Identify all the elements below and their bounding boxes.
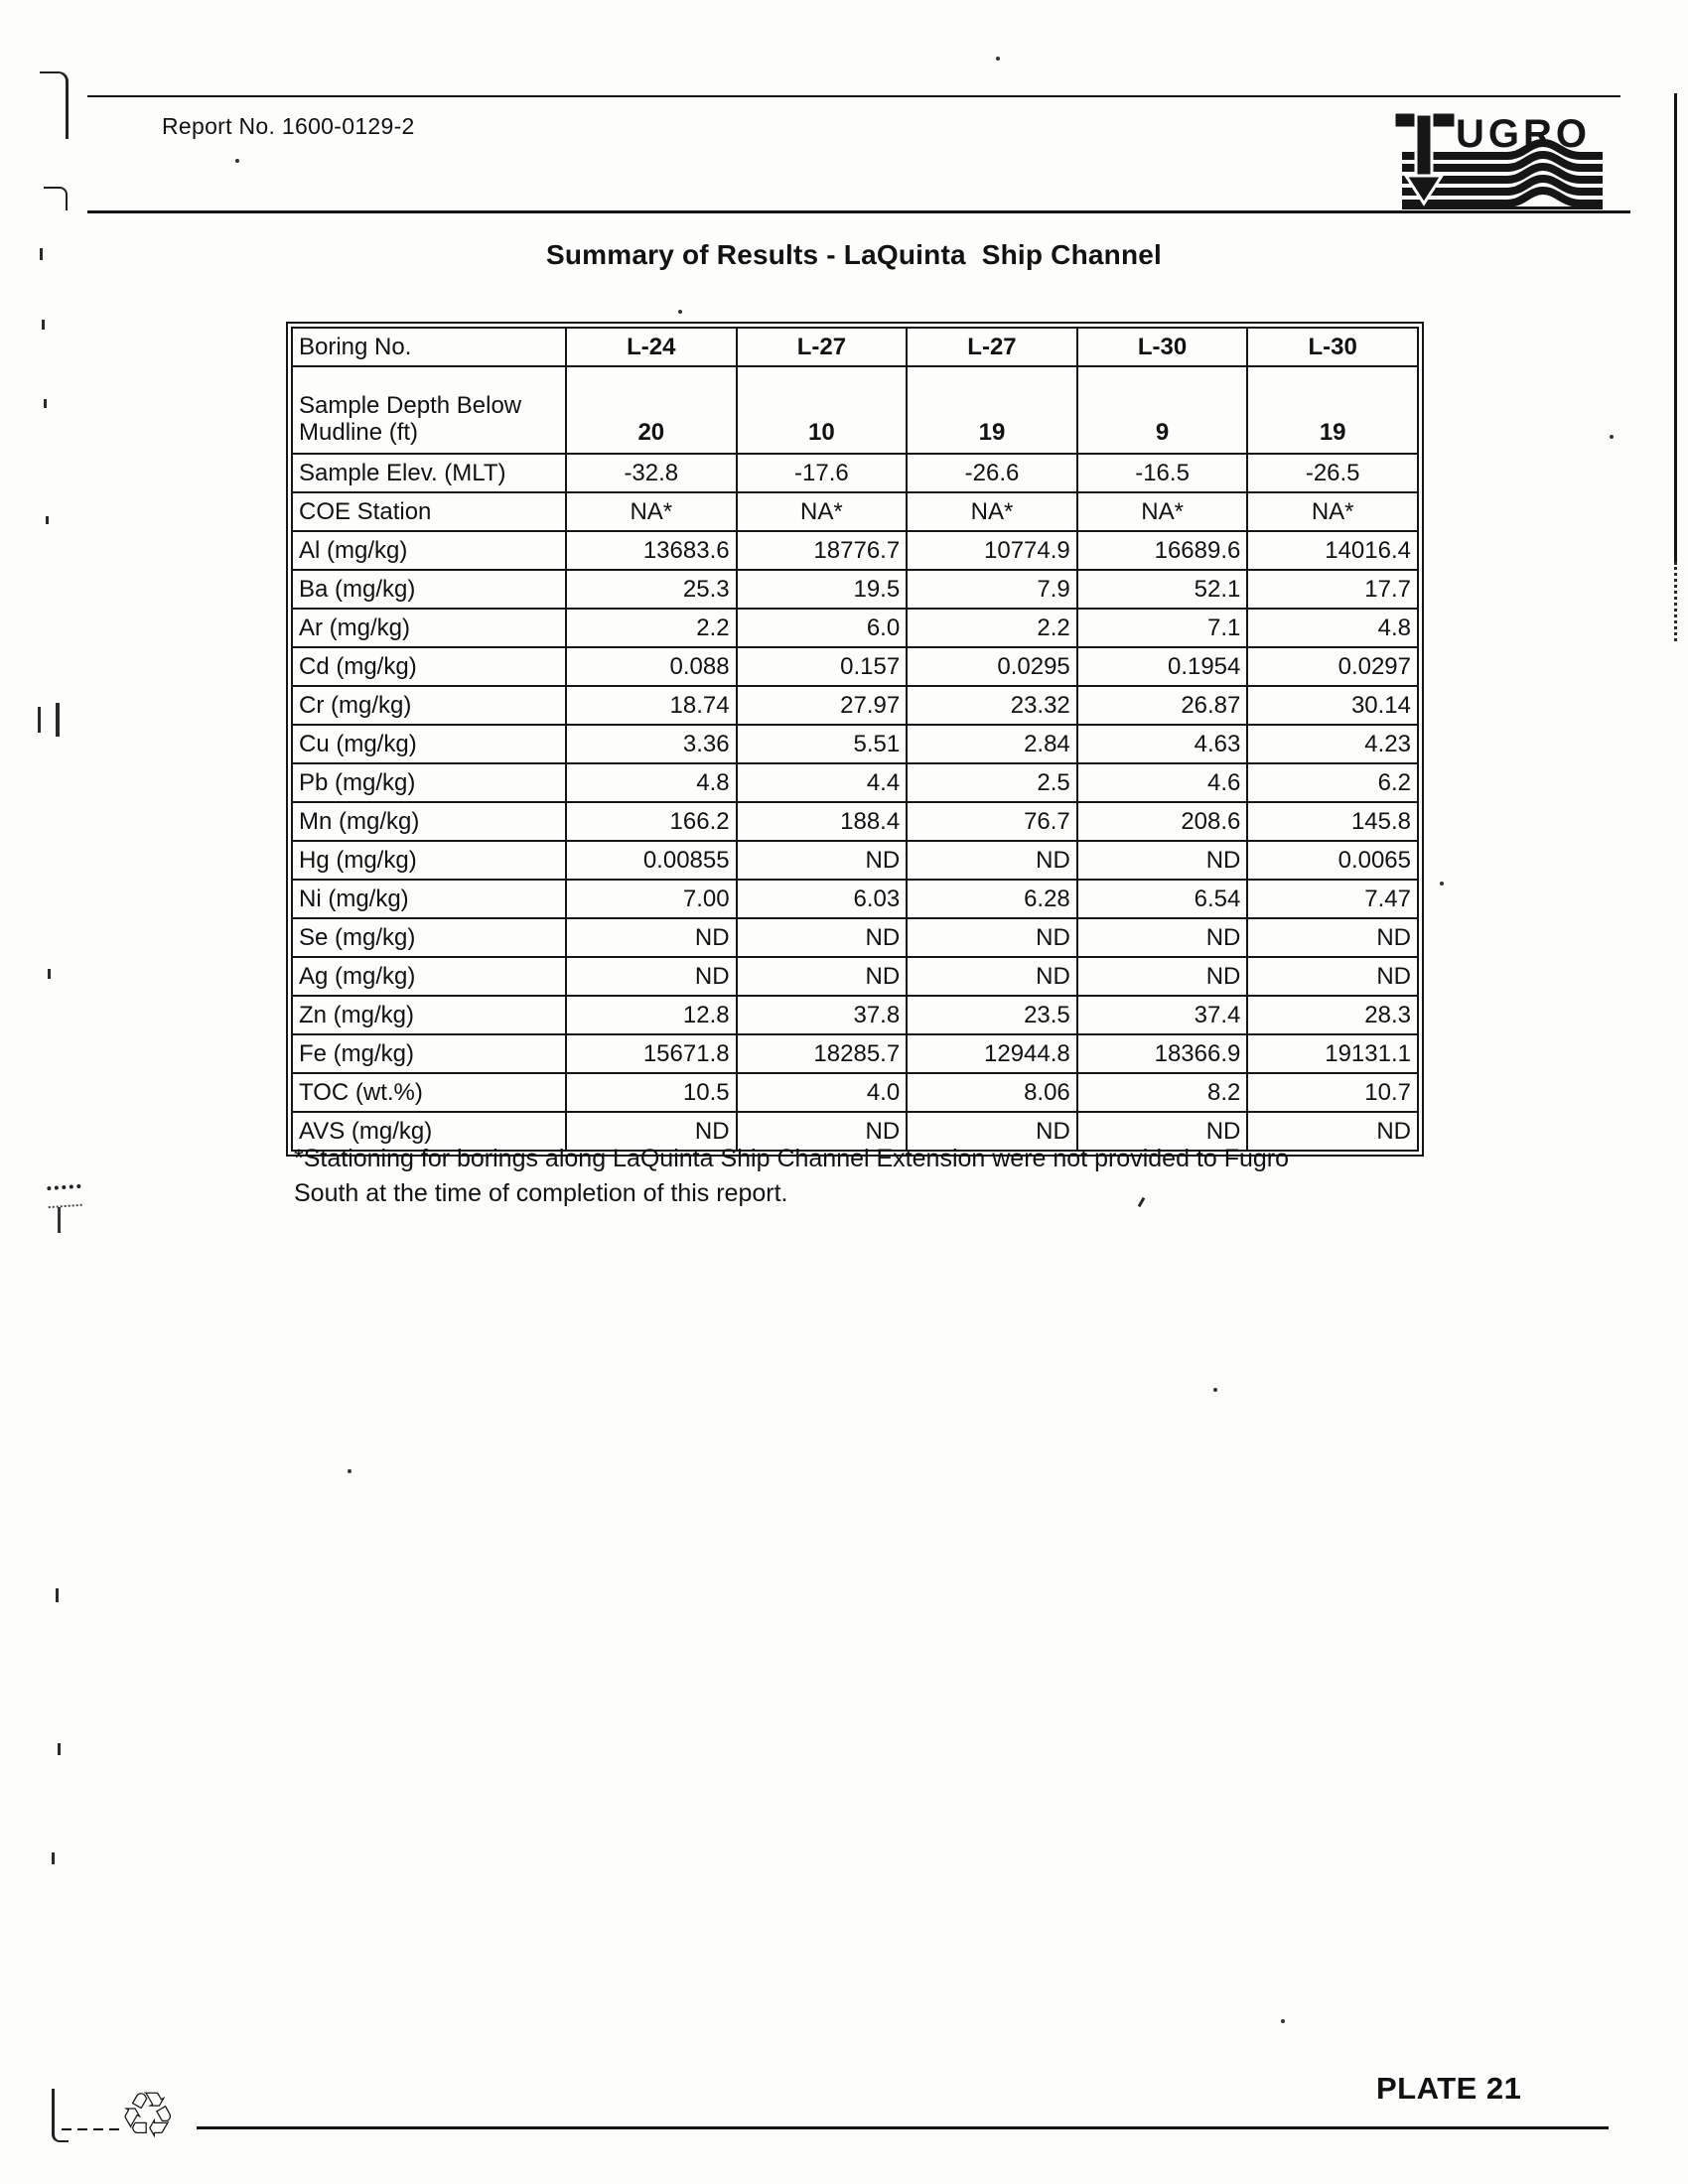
scan-artifact-dot (678, 310, 682, 314)
cell-value: 2.2 (566, 609, 737, 647)
cell-value: ND (1077, 957, 1248, 996)
cell-value: NA* (1247, 492, 1418, 531)
scan-artifact-tick (42, 320, 45, 330)
cell-value: 8.2 (1077, 1073, 1248, 1112)
page-title: Summary of Results - LaQuinta Ship Channel (545, 239, 1163, 270)
row-label: Hg (mg/kg) (292, 841, 566, 880)
cell-value: 19131.1 (1247, 1034, 1418, 1073)
cell-value: 10.7 (1247, 1073, 1418, 1112)
scan-artifact-smudge (47, 1184, 81, 1208)
recycle-icon: ♲ (119, 2080, 177, 2153)
cell-value: ND (1077, 1112, 1248, 1151)
bottom-rule (197, 2126, 1609, 2129)
table-row (292, 763, 1418, 802)
cell-value: 15671.8 (566, 1034, 737, 1073)
cell-value: 7.47 (1247, 880, 1418, 918)
cell-value: 23.5 (907, 996, 1077, 1034)
cell-value: 4.8 (1247, 609, 1418, 647)
cell-value: 30.14 (1247, 686, 1418, 725)
cell-value: 14016.4 (1247, 531, 1418, 570)
row-label: Fe (mg/kg) (292, 1034, 566, 1073)
row-label: Cr (mg/kg) (292, 686, 566, 725)
cell-value: -17.6 (737, 454, 908, 492)
cell-value: ND (566, 918, 737, 957)
cell-value: 10.5 (566, 1073, 737, 1112)
scan-artifact-tick (40, 248, 43, 260)
table-row (292, 918, 1418, 957)
table-row (292, 725, 1418, 763)
results-table (286, 322, 1424, 1157)
scan-artifact-tick (38, 707, 41, 733)
cell-value: NA* (1077, 492, 1248, 531)
row-label: Mn (mg/kg) (292, 802, 566, 841)
table-row (292, 366, 1418, 454)
scan-artifact-bracket (44, 187, 68, 210)
bottom-rule-dash (62, 2128, 119, 2130)
cell-value: 52.1 (1077, 570, 1248, 609)
cell-value: -26.5 (1247, 454, 1418, 492)
cell-value: ND (1077, 841, 1248, 880)
cell-value: 20 (566, 366, 737, 454)
cell-value: 12944.8 (907, 1034, 1077, 1073)
cell-value: -32.8 (566, 454, 737, 492)
cell-value: L-30 (1247, 328, 1418, 366)
scan-artifact-dot (1281, 2019, 1285, 2023)
top-rule (87, 95, 1620, 97)
table-row (292, 570, 1418, 609)
row-label: Cd (mg/kg) (292, 647, 566, 686)
scan-artifact-tick (48, 969, 51, 979)
table-row (292, 492, 1418, 531)
cell-value: 23.32 (907, 686, 1077, 725)
cell-value: 0.0297 (1247, 647, 1418, 686)
footnote-line: *Stationing for borings along LaQuinta Ship Channel Extension were not provided to Fugro (294, 1145, 1290, 1172)
row-label: Sample Depth Below Mudline (ft) (292, 366, 566, 454)
cell-value: 10774.9 (907, 531, 1077, 570)
cell-value: 0.00855 (566, 841, 737, 880)
row-label: Ar (mg/kg) (292, 609, 566, 647)
table-row (292, 454, 1418, 492)
cell-value: ND (1247, 918, 1418, 957)
row-label: Pb (mg/kg) (292, 763, 566, 802)
cell-value: ND (1247, 1112, 1418, 1151)
cell-value: 2.84 (907, 725, 1077, 763)
cell-value: 2.5 (907, 763, 1077, 802)
cell-value: 10 (737, 366, 908, 454)
cell-value: 166.2 (566, 802, 737, 841)
cell-value: 0.0065 (1247, 841, 1418, 880)
cell-value: ND (737, 841, 908, 880)
cell-value: 18366.9 (1077, 1034, 1248, 1073)
scan-artifact-tick (56, 703, 60, 737)
table-row (292, 328, 1418, 366)
scan-artifact-tick (44, 399, 47, 408)
row-label: Sample Elev. (MLT) (292, 454, 566, 492)
table-row (292, 802, 1418, 841)
cell-value: L-30 (1077, 328, 1248, 366)
row-label: Al (mg/kg) (292, 531, 566, 570)
cell-value: 37.8 (737, 996, 908, 1034)
scan-artifact-mark (52, 2089, 69, 2142)
row-label: Ba (mg/kg) (292, 570, 566, 609)
scan-artifact-dot (1440, 882, 1444, 886)
footnote-line: South at the time of completion of this report. (294, 1179, 788, 1207)
table-row (292, 531, 1418, 570)
table-row (292, 609, 1418, 647)
cell-value: ND (907, 957, 1077, 996)
cell-value: 3.36 (566, 725, 737, 763)
cell-value: 6.0 (737, 609, 908, 647)
cell-value: 5.51 (737, 725, 908, 763)
cell-value: ND (1247, 957, 1418, 996)
scan-artifact-smudge (58, 1207, 61, 1233)
table-row (292, 1073, 1418, 1112)
cell-value: L-24 (566, 328, 737, 366)
cell-value: 4.4 (737, 763, 908, 802)
cell-value: ND (737, 957, 908, 996)
cell-value: 27.97 (737, 686, 908, 725)
cell-value: NA* (907, 492, 1077, 531)
scan-artifact-bracket (40, 71, 69, 139)
cell-value: 6.03 (737, 880, 908, 918)
cell-value: ND (907, 1112, 1077, 1151)
row-label: COE Station (292, 492, 566, 531)
cell-value: 13683.6 (566, 531, 737, 570)
cell-value: NA* (737, 492, 908, 531)
fugro-logo (1392, 100, 1611, 211)
scan-edge-line (1674, 93, 1677, 562)
scan-artifact-dot (1213, 1388, 1217, 1392)
cell-value: ND (907, 918, 1077, 957)
cell-value: 4.8 (566, 763, 737, 802)
scan-artifact-dot (348, 1469, 352, 1473)
cell-value: 6.28 (907, 880, 1077, 918)
scan-artifact-dot (996, 57, 1000, 61)
cell-value: 7.9 (907, 570, 1077, 609)
row-label: Zn (mg/kg) (292, 996, 566, 1034)
cell-value: 76.7 (907, 802, 1077, 841)
row-label: Ag (mg/kg) (292, 957, 566, 996)
scan-artifact-tick (56, 1588, 59, 1602)
table-row (292, 647, 1418, 686)
results-table-body (292, 328, 1418, 1151)
cell-value: 0.157 (737, 647, 908, 686)
cell-value: 4.63 (1077, 725, 1248, 763)
cell-value: 188.4 (737, 802, 908, 841)
cell-value: 0.1954 (1077, 647, 1248, 686)
row-label: Ni (mg/kg) (292, 880, 566, 918)
cell-value: ND (737, 1112, 908, 1151)
fugro-logo-icon (1392, 100, 1611, 211)
cell-value: 2.2 (907, 609, 1077, 647)
cell-value: ND (907, 841, 1077, 880)
cell-value: 8.06 (907, 1073, 1077, 1112)
cell-value: 19 (907, 366, 1077, 454)
scan-artifact-tick (52, 1852, 55, 1864)
cell-value: ND (737, 918, 908, 957)
cell-value: 19 (1247, 366, 1418, 454)
cell-value: 4.6 (1077, 763, 1248, 802)
table-row (292, 996, 1418, 1034)
cell-value: 9 (1077, 366, 1248, 454)
row-label: TOC (wt.%) (292, 1073, 566, 1112)
row-label: Boring No. (292, 328, 566, 366)
cell-value: 6.54 (1077, 880, 1248, 918)
scan-artifact-tick (46, 516, 49, 524)
table-row (292, 957, 1418, 996)
row-label: AVS (mg/kg) (292, 1112, 566, 1151)
table-row (292, 880, 1418, 918)
cell-value: 16689.6 (1077, 531, 1248, 570)
cell-value: L-27 (907, 328, 1077, 366)
table-row (292, 841, 1418, 880)
scan-artifact-dot (235, 159, 239, 163)
row-label: Se (mg/kg) (292, 918, 566, 957)
cell-value: ND (566, 1112, 737, 1151)
cell-value: 17.7 (1247, 570, 1418, 609)
cell-value: 26.87 (1077, 686, 1248, 725)
cell-value: 28.3 (1247, 996, 1418, 1034)
cell-value: 37.4 (1077, 996, 1248, 1034)
table-row (292, 1034, 1418, 1073)
cell-value: 18285.7 (737, 1034, 908, 1073)
cell-value: 19.5 (737, 570, 908, 609)
scan-edge-line-dashed (1674, 562, 1677, 641)
scan-artifact-dot (1610, 435, 1614, 439)
row-label: Cu (mg/kg) (292, 725, 566, 763)
scan-artifact-tick (58, 1743, 61, 1755)
cell-value: 18776.7 (737, 531, 908, 570)
cell-value: 12.8 (566, 996, 737, 1034)
cell-value: L-27 (737, 328, 908, 366)
cell-value: NA* (566, 492, 737, 531)
cell-value: ND (1077, 918, 1248, 957)
footnote (294, 1142, 1416, 1211)
cell-value: 4.23 (1247, 725, 1418, 763)
cell-value: 25.3 (566, 570, 737, 609)
table-row (292, 686, 1418, 725)
cell-value: 0.0295 (907, 647, 1077, 686)
cell-value: -16.5 (1077, 454, 1248, 492)
cell-value: 7.00 (566, 880, 737, 918)
cell-value: 0.088 (566, 647, 737, 686)
cell-value: 208.6 (1077, 802, 1248, 841)
cell-value: 4.0 (737, 1073, 908, 1112)
cell-value: ND (566, 957, 737, 996)
report-number: Report No. 1600-0129-2 (162, 113, 415, 139)
cell-value: -26.6 (907, 454, 1077, 492)
cell-value: 18.74 (566, 686, 737, 725)
logo-wordmark: UGRO (1456, 112, 1591, 156)
cell-value: 7.1 (1077, 609, 1248, 647)
cell-value: 6.2 (1247, 763, 1418, 802)
cell-value: 145.8 (1247, 802, 1418, 841)
plate-label: PLATE 21 (1376, 2071, 1522, 2106)
